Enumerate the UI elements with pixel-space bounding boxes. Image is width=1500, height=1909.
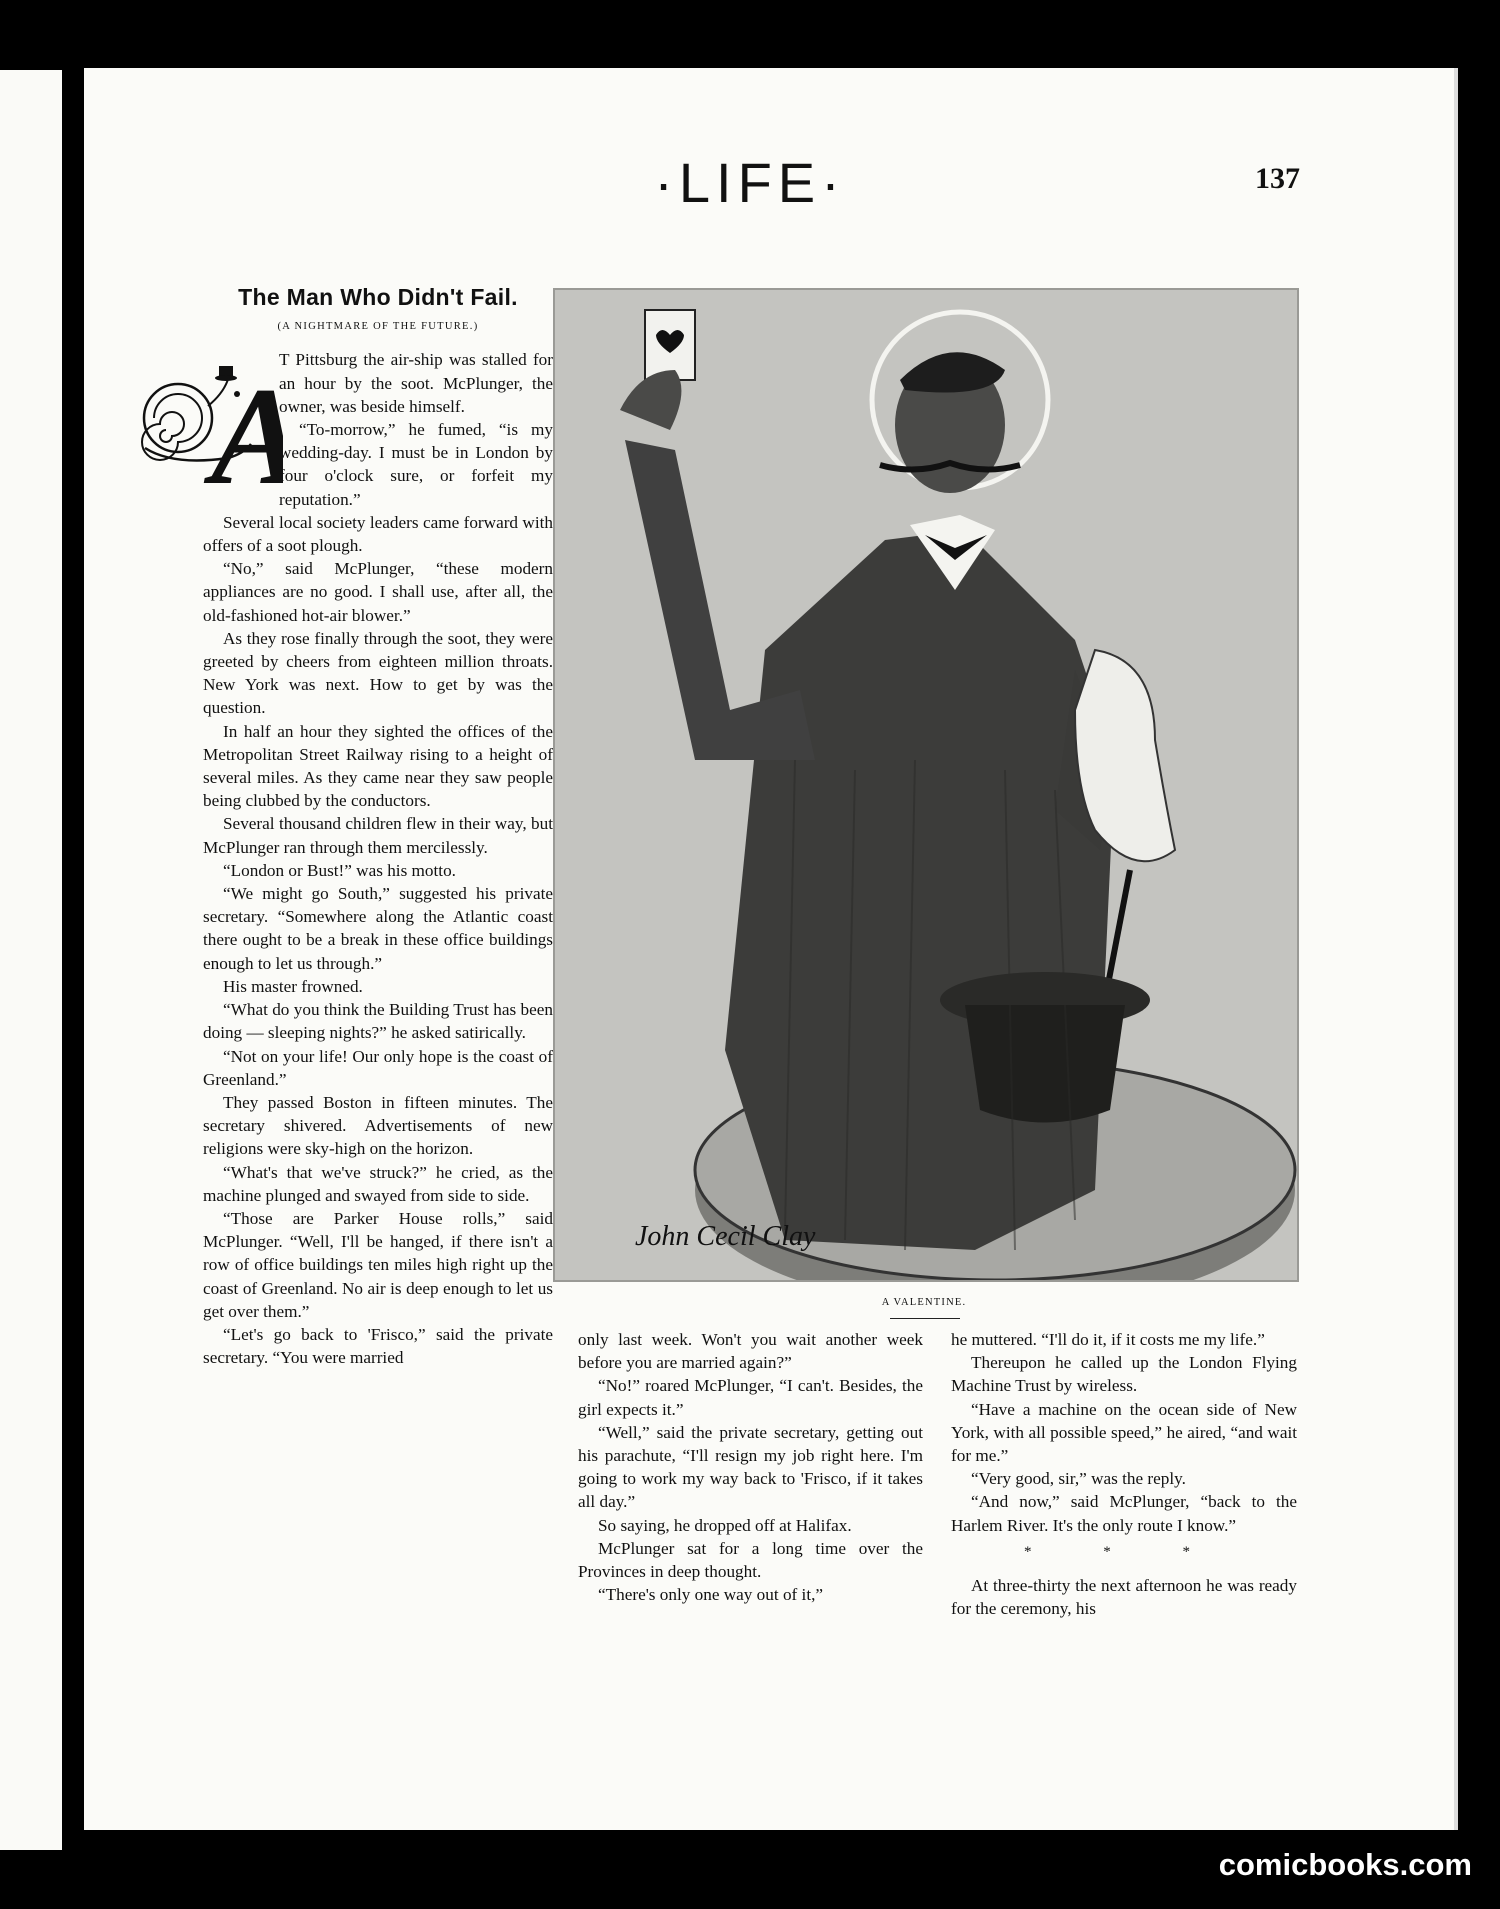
previous-page-edge bbox=[0, 70, 62, 1850]
paragraph: Several thousand children flew in their way, but McPlunger ran through them mercilessly. bbox=[203, 814, 553, 857]
paragraph: McPlunger sat for a long time over the Provinces in deep thought. bbox=[578, 1538, 923, 1582]
paragraph: They passed Boston in fifteen minutes. The secretary shivered. Advertisements of new religions were sky-high on the horizon. bbox=[203, 1092, 553, 1159]
article-title: The Man Who Didn't Fail. bbox=[238, 284, 518, 310]
section-break-stars: * * * bbox=[1024, 1543, 1224, 1560]
paragraph: only last week. Won't you wait another week before you are married again?” bbox=[578, 1330, 923, 1373]
page-edge bbox=[1454, 68, 1458, 1830]
paragraph: “Very good, sir,” was the reply. bbox=[971, 1469, 1186, 1489]
paragraph: “No,” said McPlunger, “these modern appliances are no good. I shall use, after all, the old-fashioned hot-air blower.” bbox=[203, 559, 553, 625]
paragraph: “To-morrow,” he fumed, “is my wedding-day. I must be in London by four o'clock sure, or forfeit my reputation.” bbox=[279, 420, 553, 509]
paragraph: “Well,” said the private secretary, getting out his parachute, “I'll resign my job right here. I'm going to work my way back to 'Frisco, if it takes all day.” bbox=[578, 1422, 923, 1512]
paragraph: “What do you think the Building Trust has been doing — sleeping nights?” he asked satirically. bbox=[203, 1000, 553, 1043]
paragraph: “There's only one way out of it,” bbox=[598, 1585, 824, 1605]
paragraph: he muttered. “I'll do it, if it costs me my life.” bbox=[951, 1330, 1265, 1349]
artist-signature: John Cecil Clay bbox=[635, 1221, 816, 1252]
paragraph: Several local society leaders came forward with offers of a soot plough. bbox=[203, 512, 553, 556]
magician-drawing bbox=[555, 290, 1297, 1280]
paragraph: As they rose finally through the soot, they were greeted by cheers from eighteen million throats. New York was next. How to get by was the question. bbox=[203, 628, 553, 718]
paragraph: In half an hour they sighted the offices of the Metropolitan Street Railway rising to a height of several miles. As they came near they saw people being clubbed by the conductors. bbox=[203, 721, 553, 811]
paragraph: “And now,” said McPlunger, “back to the Harlem River. It's the only route I know.” bbox=[951, 1492, 1297, 1535]
paragraph: “We might go South,” suggested his private secretary. “Somewhere along the Atlantic coast there ought to be a break in these office buildings enough to let us through.” bbox=[203, 884, 553, 973]
paragraph: So saying, he dropped off at Halifax. bbox=[598, 1515, 852, 1535]
paragraph: “Have a machine on the ocean side of New York, with all possible speed,” he aired, “and wait for me.” bbox=[951, 1399, 1297, 1466]
paragraph: “Not on your life! Our only hope is the coast of Greenland.” bbox=[203, 1046, 553, 1089]
article-subtitle: (A NIGHTMARE OF THE FUTURE.) bbox=[277, 321, 479, 333]
illustration-caption: A VALENTINE. bbox=[881, 1297, 967, 1308]
article-column-3 bbox=[951, 1328, 1297, 1620]
paragraph: “What's that we've struck?” he cried, as the machine plunged and swayed from side to side. bbox=[203, 1162, 553, 1205]
valentine-illustration bbox=[553, 288, 1299, 1282]
page-number: 137 bbox=[1255, 162, 1300, 195]
article-body-col1 bbox=[203, 348, 553, 1369]
drop-cap-letter bbox=[203, 359, 283, 498]
caption-rule bbox=[890, 1318, 960, 1319]
paragraph: “No!” roared McPlunger, “I can't. Besides, the girl expects it.” bbox=[578, 1376, 923, 1419]
paragraph: Thereupon he called up the London Flying Machine Trust by wireless. bbox=[951, 1353, 1297, 1396]
paragraph: T Pittsburg the air-ship was stalled for an hour by the soot. McPlunger, the owner, was beside himself. bbox=[279, 350, 553, 416]
snail-icon bbox=[133, 348, 283, 498]
site-watermark: comicbooks.com bbox=[1218, 1847, 1472, 1882]
paragraph: His master frowned. bbox=[223, 976, 363, 996]
paragraph: “Let's go back to 'Frisco,” said the private secretary. “You were married bbox=[203, 1324, 553, 1368]
masthead: ·LIFE· bbox=[654, 151, 846, 214]
paragraph: “London or Bust!” was his motto. bbox=[223, 860, 456, 880]
article-column-1 bbox=[203, 286, 553, 1369]
article-column-2 bbox=[578, 1328, 923, 1606]
paragraph: “Those are Parker House rolls,” said McPlunger. “Well, I'll be hanged, if there isn't a row of office buildings ten miles high right up the coast of Greenland. No air is deep enough to let us get over them.” bbox=[203, 1208, 553, 1321]
paragraph: At three-thirty the next afternoon he was ready for the ceremony, his bbox=[951, 1576, 1297, 1619]
drop-cap-snail-illustration bbox=[133, 348, 273, 498]
